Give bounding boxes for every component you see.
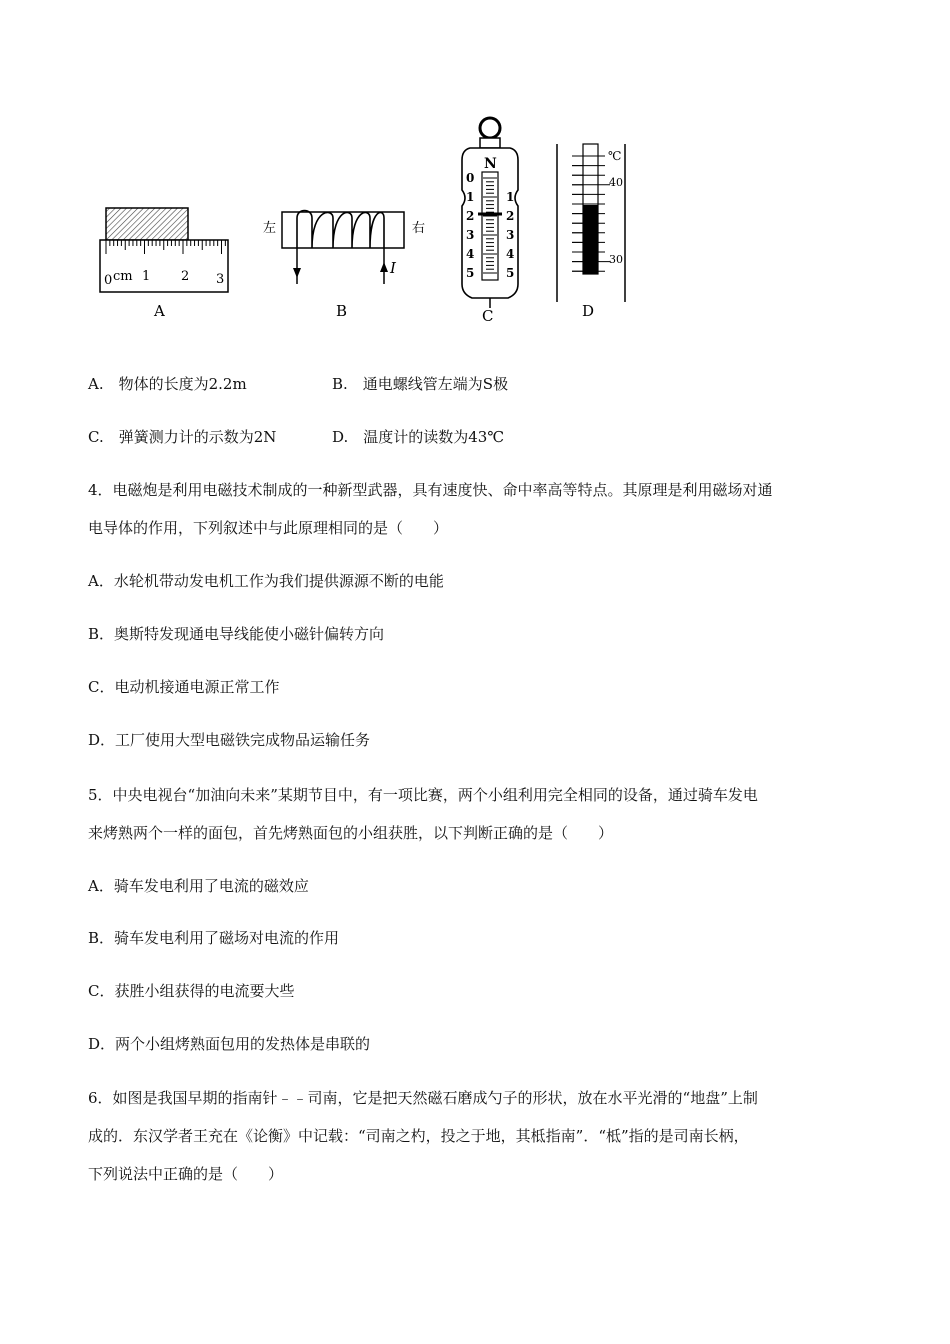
scale-pole: N [484,156,497,172]
spring-scale-figure [462,118,518,325]
label-left: 左 [263,221,277,236]
scale-right-2: 2 [506,209,515,223]
scale-right-4: 4 [506,247,515,261]
q4-stem-line1: 4．电磁炮是利用电磁技术制成的一种新型武器，具有速度快、命中率高等特点。其原理是利用磁场对通 [88,481,773,499]
solenoid-core [282,212,404,248]
q5-stem-line2: 来烤熟两个一样的面包，首先烤熟面包的小组获胜，以下判断正确的是（ ） [88,824,614,842]
solenoid-figure [263,211,425,321]
figure-svg [0,108,950,338]
scale-right-5: 5 [506,266,515,280]
thermometer-tick-40: 40 [609,176,623,189]
q5-option-d: D．两个小组烤熟面包用的发热体是串联的 [88,1035,371,1053]
q4-option-b: B．奥斯特发现通电导线能使小磁针偏转方向 [88,625,385,643]
ruler-tick-1: 1 [142,269,151,284]
arrow-up-icon [380,262,388,272]
scale-left-5: 5 [466,266,475,280]
q4-stem-line2: 电导体的作用，下列叙述中与此原理相同的是（ ） [88,519,449,537]
caption-a: A [154,302,165,320]
q4-option-d: D．工厂使用大型电磁铁完成物品运输任务 [88,731,371,749]
scale-left-3: 3 [466,228,475,242]
ruler-figure [100,208,228,320]
thermometer-figure [557,144,625,320]
q3-option-a: A. 物体的长度为2.2m [88,375,247,393]
q5-option-b: B．骑车发电利用了磁场对电流的作用 [88,929,340,947]
q3-option-c: C. 弹簧测力计的示数为2N [88,428,277,446]
arrow-down-icon [293,268,301,278]
caption-d: D [582,302,595,320]
caption-c: C [482,307,494,325]
scale-left-2: 2 [466,209,475,223]
q4-option-c: C．电动机接通电源正常工作 [88,678,280,696]
q6-stem-line1: 6．如图是我国早期的指南针﹣﹣司南，它是把天然磁石磨成勺子的形状，放在水平光滑的“地盘”上制 [88,1089,758,1107]
ruler-tick-3: 3 [216,272,225,287]
q4-option-a: A．水轮机带动发电机工作为我们提供源源不断的电能 [88,572,444,590]
label-right: 右 [412,221,426,236]
measured-block [106,208,188,240]
ruler-tick-2: 2 [181,269,190,284]
thermometer-unit: ℃ [608,149,622,163]
current-label: I [390,259,396,277]
q5-option-c: C．获胜小组获得的电流要大些 [88,982,295,1000]
q6-stem-line3: 下列说法中正确的是（ ） [88,1165,284,1183]
scale-right-3: 3 [506,228,515,242]
scale-left-0: 0 [466,171,475,185]
q6-stem-line2: 成的．东汉学者王充在《论衡》中记载：“司南之杓，投之于地，其柢指南”．“柢”指的是司南长柄， [88,1127,749,1145]
scale-slot [482,172,498,280]
caption-b: B [336,302,348,320]
figure-panel [0,108,950,338]
thermometer-liquid [583,205,598,274]
scale-left-1: 1 [466,190,475,204]
q5-option-a: A．骑车发电利用了电流的磁效应 [88,877,309,895]
q5-stem-line1: 5．中央电视台“加油向未来”某期节目中，有一项比赛，两个小组利用完全相同的设备，通过骑车发电 [88,786,758,804]
scale-right-1: 1 [506,190,515,204]
scale-left-4: 4 [466,247,475,261]
q3-option-d: D. 温度计的读数为43℃ [332,428,505,446]
scale-ring [480,118,500,138]
thermometer-tick-30: 30 [609,253,623,266]
q3-option-b: B. 通电螺线管左端为S极 [332,375,509,393]
ruler-tick-0: 0 [104,273,113,288]
ruler-unit: cm [113,269,133,284]
